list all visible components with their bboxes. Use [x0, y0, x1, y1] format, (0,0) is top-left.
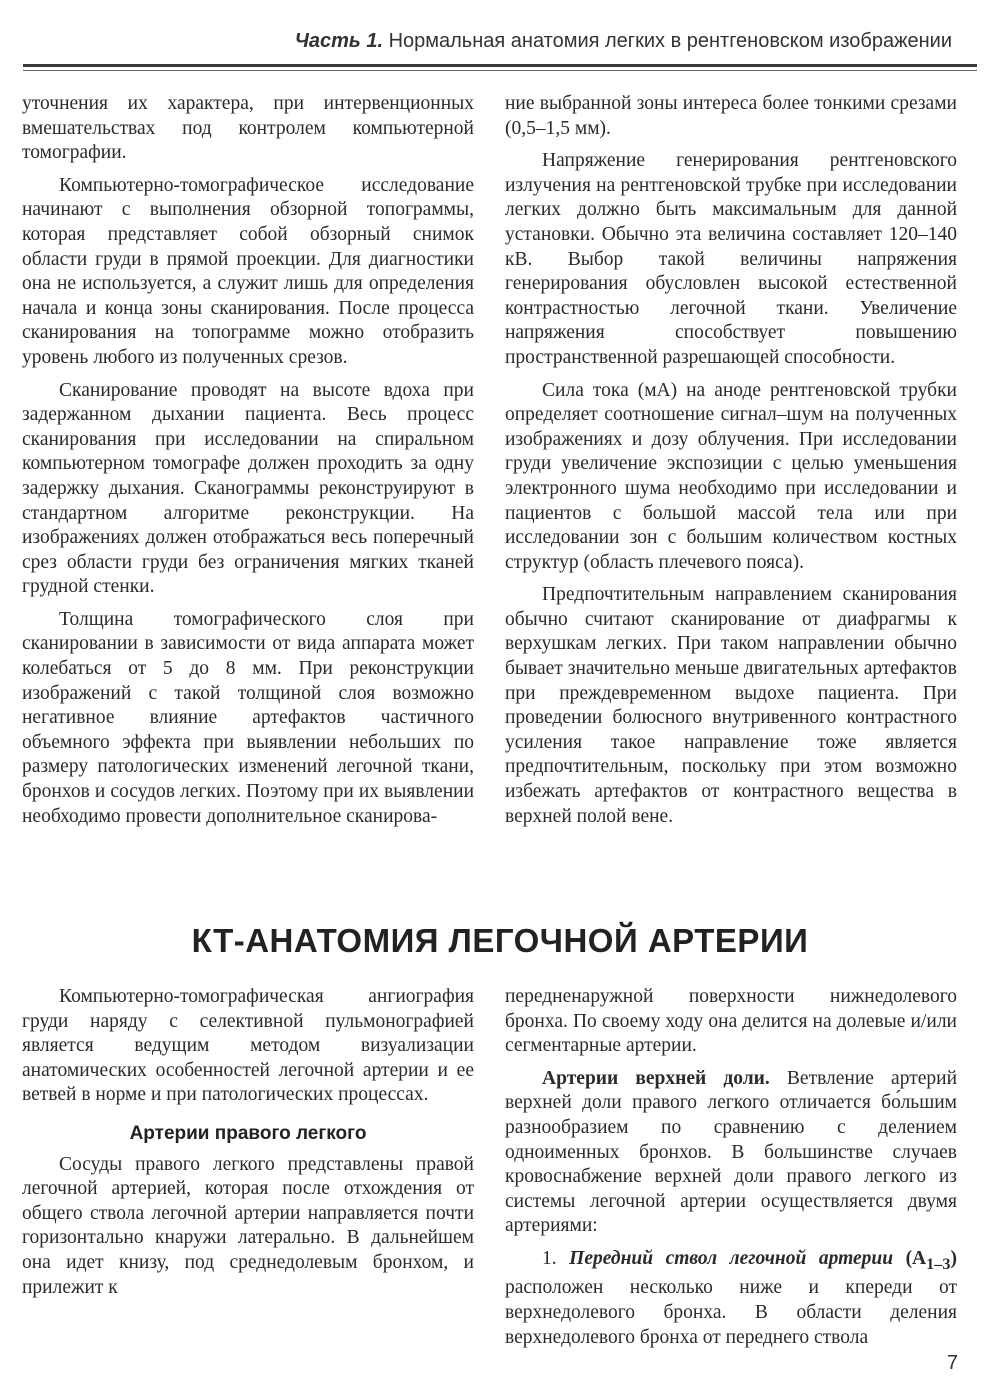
part-label: Часть 1. [294, 30, 384, 52]
list-symbol: $(A_{1-3})$ [905, 1247, 958, 1273]
paragraph: Напряжение генерирования рентгеновского излучения на рентгеновской трубке при исследовании легких должно быть максимальным для данной установки. Обычно эта величина составляет 120–140 кВ. Выбор такой величины напряжения генерирования обусловлен высокой естественной контрастностью легочной ткани. Увеличение напряжения способствует повышению пространственной разрешающей способности. [505, 150, 957, 368]
header-rule-thin [23, 70, 977, 71]
subheading: Артерии правого легкого [129, 1122, 367, 1144]
header-rule [23, 64, 977, 67]
lead-term: Артерии верхней доли. [542, 1067, 770, 1089]
right-column-top [505, 92, 957, 837]
list-number: 1. [542, 1247, 557, 1269]
paragraph: ние выбранной зоны интереса более тонкими срезами (0,5–1,5 мм). [505, 93, 957, 139]
list-text: расположен несколько ниже и кпереди от верхнедолевого бронха. В области деления верхнедолевого бронха от переднего ствола [505, 1277, 957, 1348]
paragraph: Предпочтительным направлением сканирования обычно считают сканирование от диафрагмы к верхушкам легких. При таком направлении обычно бывает значительно меньше двигательных артефактов при преждевременном выдохе пациента. При проведении болюсного внутривенного контрастного усиления такое направление тоже является предпочтительным, поскольку при этом возможно избежать артефактов от контрастного вещества в верхней полой вене. [505, 584, 957, 827]
paragraph [505, 1067, 957, 1239]
list-item [505, 1247, 957, 1350]
intro-paragraph: Компьютерно-томографическая ангиография груди наряду с селективной пульмонографией является ведущим методом визуализации анатомических особенностей легочной артерии и ее ветвей в норме и при патологических процессах. [22, 986, 474, 1106]
left-column-top [22, 92, 474, 837]
part-title: Нормальная анатомия легких в рентгеновском изображении [388, 30, 952, 52]
running-head [295, 30, 952, 53]
paragraph: Компьютерно-томографическое исследование начинают с выполнения обзорной топограммы, которая представляет собой обзорный снимок области груди в прямой проекции. Для диагностики она не используется, а служит лишь для определения начала и конца зоны сканирования. После процесса сканирования на топограмме можно отобразить уровень любого из полученных срезов. [22, 174, 474, 368]
left-column-bottom [22, 985, 474, 1308]
paragraph: Сила тока (мА) на аноде рентгеновской трубки определяет соотношение сигнал–шум на полученных изображениях и дозу облучения. При исследовании груди увеличение экспозиции с целью уменьшения электронного шума необходимо при исследовании и пациентов с большой массой тела или при исследовании зон с большим количеством костных структур (область плечевого пояса). [505, 379, 957, 573]
paragraph: передненаружной поверхности нижнедолевого бронха. По своему ходу она делится на долевые и/или сегментарные артерии. [505, 986, 957, 1057]
paragraph: уточнения их характера, при интервенционных вмешательствах под контролем компьютерной томографии. [22, 93, 474, 164]
right-column-bottom [505, 985, 957, 1358]
paragraph: Сканирование проводят на высоте вдоха при задержанном дыхании пациента. Весь процесс сканирования при исследовании на спиральном компьютерном томографе должен проходить за одну задержку дыхания. Сканограммы реконструируют в стандартном алгоритме реконструкции. На изображениях должен отображаться весь поперечный срез области груди без ограничения мягких тканей грудной стенки. [22, 379, 474, 598]
page-number: 7 [946, 1352, 958, 1374]
section-title: КТ-АНАТОМИЯ ЛЕГОЧНОЙ АРТЕРИИ [191, 922, 809, 959]
paragraph-text: Ветвление артерий верхней доли правого легкого отличается бо́льшим разнообразием по сравнению с делением одноименных бронхов. В большинстве случаев кровоснабжение верхней доли правого легкого из системы легочной артерии осуществляется двумя артериями: [505, 1067, 957, 1237]
list-term: Передний ствол легочной артерии [569, 1247, 894, 1269]
paragraph: Сосуды правого легкого представлены правой легочной артерией, которая после отхождения от общего ствола легочной артерии направляется почти горизонтально кнаружи латерально. В дальнейшем она идет книзу, под среднедолевым бронхом, и прилежит к [22, 1153, 474, 1298]
paragraph: Толщина томографического слоя при сканировании в зависимости от вида аппарата может колебаться от 5 до 8 мм. При реконструкции изображений с такой толщиной слоя возможно негативное влияние артефактов частичного объемного эффекта при выявлении небольших по размеру патологических изменений легочной ткани, бронхов и сосудов легких. Поэтому при их выявлении необходимо провести дополнительное сканирова- [22, 608, 474, 827]
